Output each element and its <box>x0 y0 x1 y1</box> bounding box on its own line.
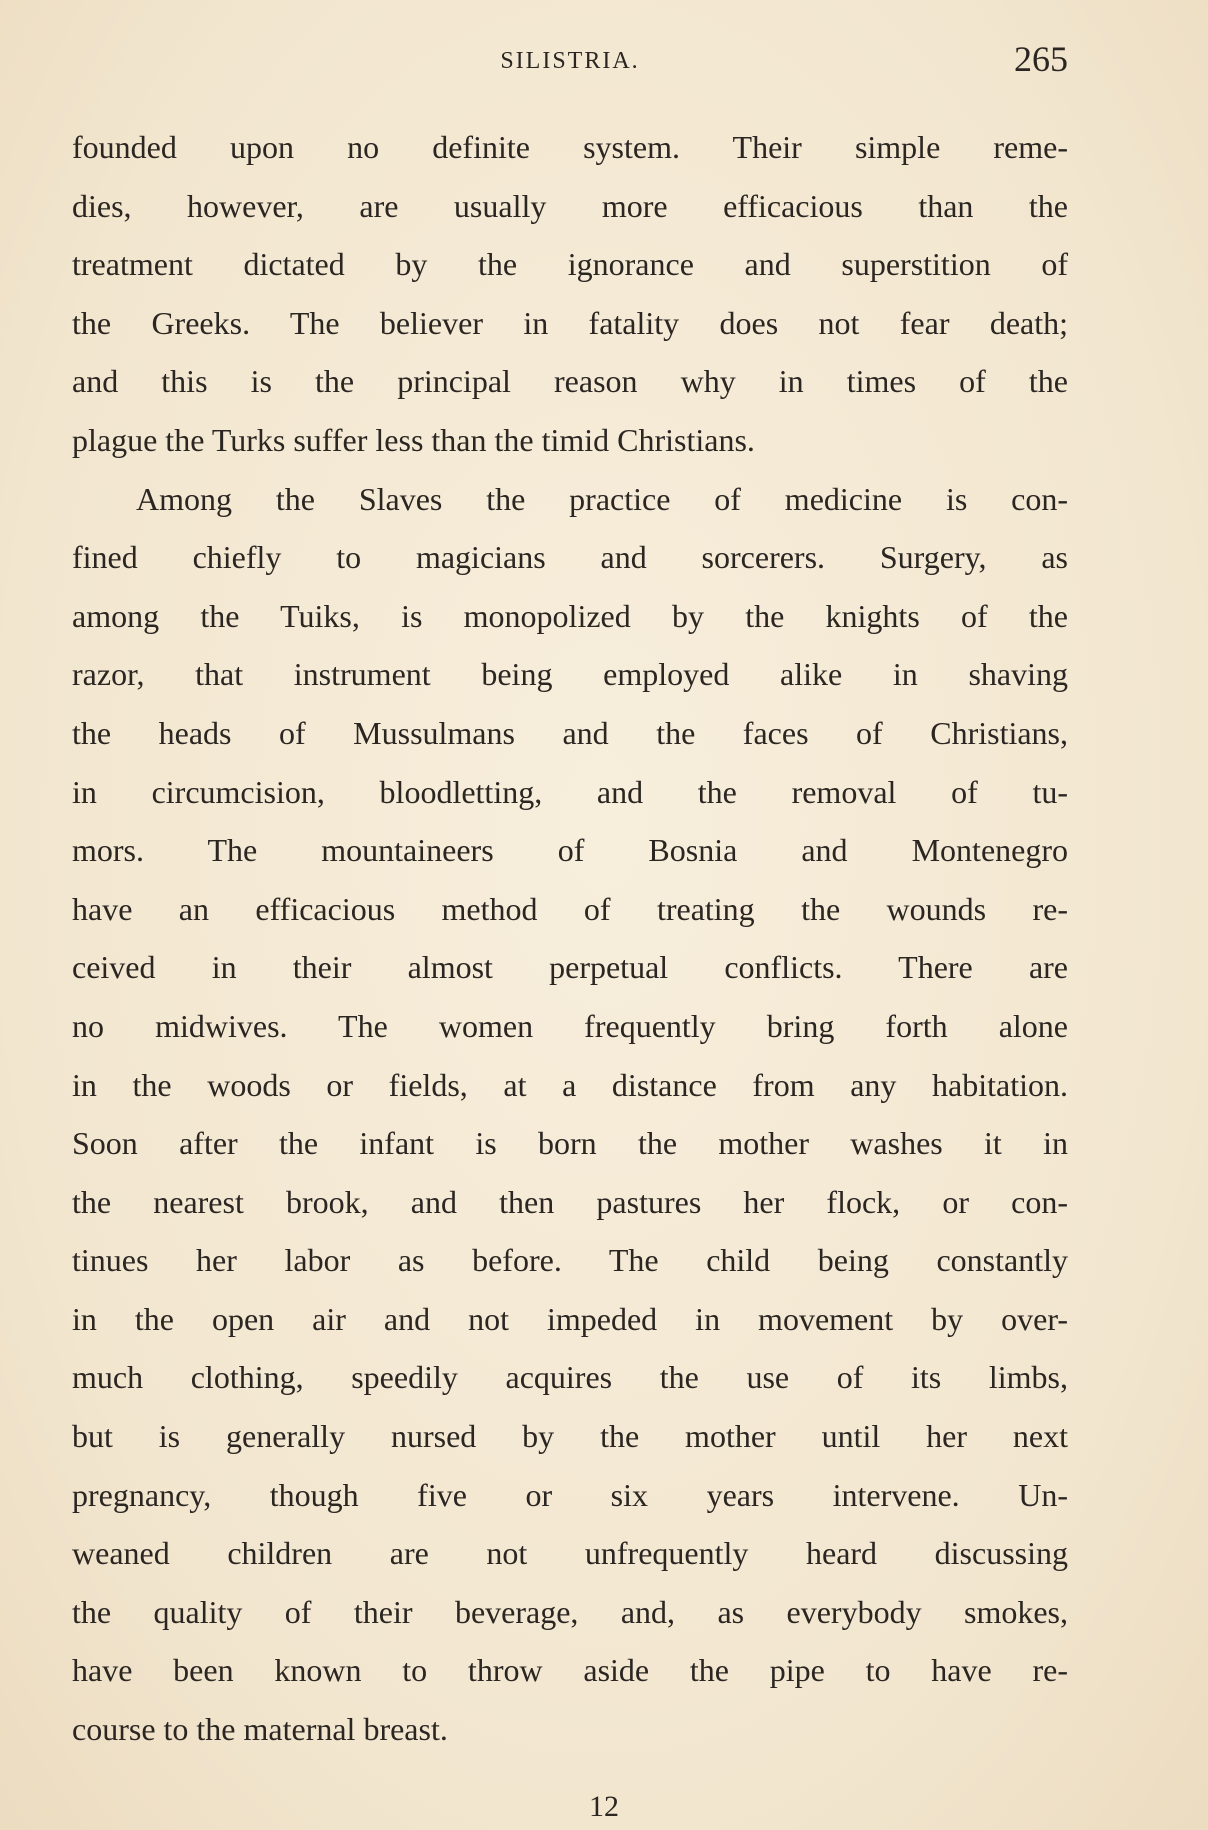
text-line: fined chiefly to magicians and sorcerers. Surgery, as <box>72 539 1068 576</box>
text-line: the Greeks. The believer in fatality does not fear death; <box>72 304 1068 341</box>
text-line: the nearest brook, and then pastures her flock, or con- <box>72 1183 1068 1220</box>
text-line: treatment dictated by the ignorance and superstition of <box>72 246 1068 283</box>
text-line: the quality of their beverage, and, as everybody smokes, <box>72 1593 1068 1630</box>
text-line: in the open air and not impeded in movement by over- <box>72 1300 1068 1337</box>
text-line: and this is the principal reason why in times of the <box>72 363 1068 400</box>
text-line: no midwives. The women frequently bring forth alone <box>72 1007 1068 1044</box>
running-head <box>72 38 1068 84</box>
text-line: in the woods or fields, at a distance from any habitation. <box>72 1066 1068 1103</box>
text-line: have been known to throw aside the pipe to have re- <box>72 1652 1068 1689</box>
body-text <box>72 118 1068 1788</box>
text-line: ceived in their almost perpetual conflicts. There are <box>72 949 1068 986</box>
text-line: founded upon no definite system. Their simple reme- <box>72 129 1068 165</box>
text-line: have an efficacious method of treating the wounds re- <box>72 890 1068 927</box>
text-line: Soon after the infant is born the mother washes it in <box>72 1125 1068 1162</box>
text-line: the heads of Mussulmans and the faces of Christians, <box>72 714 1068 751</box>
text-line: much clothing, speedily acquires the use of its limbs, <box>72 1359 1068 1396</box>
text-line: razor, that instrument being employed alike in shaving <box>72 656 1068 693</box>
text-line: pregnancy, though five or six years intervene. Un- <box>72 1476 1068 1513</box>
text-line: dies, however, are usually more efficacious than the <box>72 187 1068 224</box>
text-line: among the Tuiks, is monopolized by the knights of the <box>72 597 1068 634</box>
text-line: weaned children are not unfrequently heard discussing <box>72 1535 1068 1572</box>
page-number: 265 <box>1014 39 1068 79</box>
text-line: in circumcision, bloodletting, and the removal of tu- <box>72 773 1068 810</box>
text-line: Among the Slaves the practice of medicine is con- <box>136 480 1068 517</box>
text-line: course to the maternal breast. <box>72 1711 448 1748</box>
text-line: mors. The mountaineers of Bosnia and Montenegro <box>72 832 1068 869</box>
text-line: tinues her labor as before. The child being constantly <box>72 1242 1068 1279</box>
signature-mark: 12 <box>589 1790 619 1823</box>
text-line: plague the Turks suffer less than the timid Christians. <box>72 421 755 458</box>
text-line: but is generally nursed by the mother until her next <box>72 1418 1068 1455</box>
running-title: SILISTRIA. <box>500 48 640 74</box>
